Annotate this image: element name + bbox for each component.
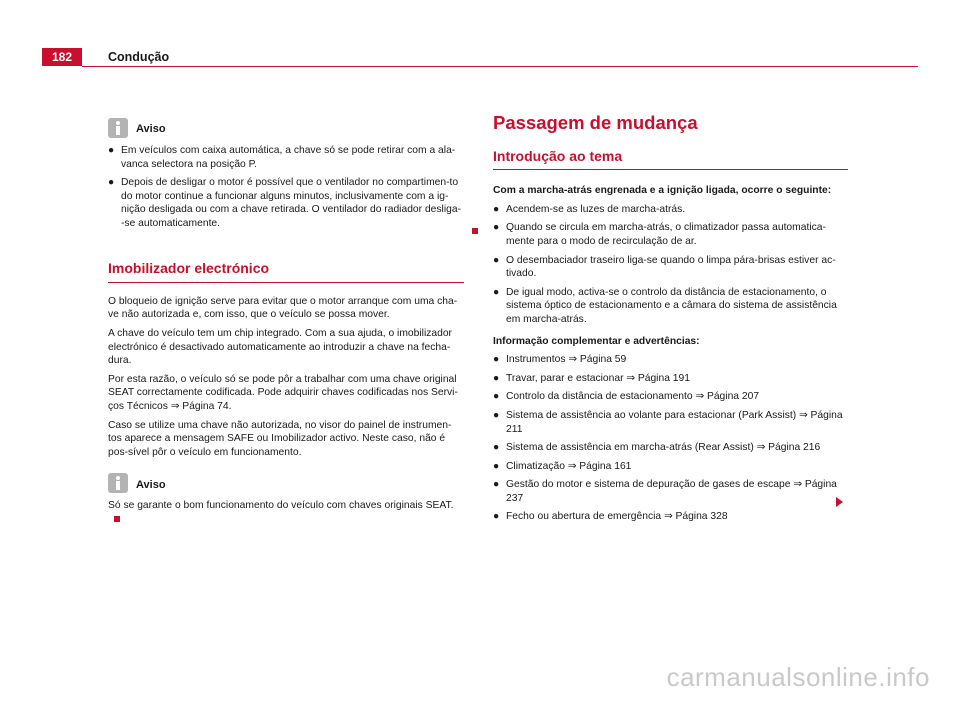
chapter-title: Passagem de mudança [493, 112, 698, 133]
end-of-section-marker [114, 516, 120, 522]
list-item: ● Depois de desligar o motor é possível que o ventilador no compartimen-to do motor continue a funcionar alguns minutos, inclusivamente com a ig-nição desligada ou com a chave retirada. O ventilador do radiador desliga--se automaticamente. [108, 176, 464, 230]
paragraph: Caso se utilize uma chave não autorizada, no visor do painel de instrumen-tos aparece a mensagem SAFE ou Imobilizador activo. Neste caso, não é pos-sível pôr o veículo em funcionamento. [108, 419, 452, 458]
info-heading: Informação complementar e advertências: [493, 335, 700, 347]
intro-text: Com a marcha-atrás engrenada e a ignição ligada, ocorre o seguinte: [493, 185, 832, 197]
bullet-text: Quando se circula em marcha-atrás, o climatizador passa automatica-mente para o modo de recirculação de ar. [506, 222, 826, 247]
section-title: Imobilizador electrónico [108, 260, 270, 277]
bullet-text: O desembaciador traseiro liga-se quando o limpa pára-brisas estiver ac-tivado. [506, 254, 836, 280]
link-text[interactable]: Travar, parar e estacionar ⇒ Página 191 [506, 372, 690, 384]
link-item[interactable]: ● Controlo da distância de estacionamento ⇒ Página 207 [493, 391, 760, 403]
list-item: ● Em veículos com caixa automática, a chave só se pode retirar com a ala-vanca selectora na posição P. [108, 144, 464, 171]
paragraph: O bloqueio de ignição serve para evitar que o motor arranque com uma cha-ve não autorizada e, com isso, que o veículo se possa mover. [108, 295, 458, 321]
link-item[interactable]: ● Instrumentos ⇒ Página 59 [493, 354, 627, 366]
paragraph: Por esta razão, o veículo só se pode pôr a trabalhar com uma chave original SEAT correctamente codificada. Pode adquirir chaves codificadas nos Servi-ços Técnicos ⇒ Página 74. [108, 373, 458, 412]
continue-arrow-icon [836, 497, 843, 507]
link-item[interactable]: ● Fecho ou abertura de emergência ⇒ Página 328 [493, 511, 728, 523]
link-text[interactable]: Gestão do motor e sistema de depuração de gases de escape ⇒ Página 237 [506, 479, 837, 504]
link-text[interactable]: Sistema de assistência em marcha-atrás (Rear Assist) ⇒ Página 216 [506, 442, 821, 454]
list-item: ● Quando se circula em marcha-atrás, o climatizador passa automatica-mente para o modo de recirculação de ar. [493, 221, 848, 248]
note-label: Aviso [136, 123, 166, 136]
section-rule [493, 169, 848, 170]
link-text[interactable]: Instrumentos ⇒ Página 59 [506, 354, 627, 366]
note-text [108, 499, 464, 526]
bullet-text: Acendem-se as luzes de marcha-atrás. [506, 203, 686, 215]
info-icon [108, 473, 128, 493]
note-label: Aviso [136, 478, 166, 491]
link-text[interactable]: Climatização ⇒ Página 161 [506, 460, 632, 472]
link-item[interactable]: ● Climatização ⇒ Página 161 [493, 460, 632, 472]
link-item[interactable]: ● Sistema de assistência ao volante para estacionar (Park Assist) ⇒ Página 211 [493, 409, 848, 436]
list-item: ● O desembaciador traseiro liga-se quando o limpa pára-brisas estiver ac-tivado. [493, 254, 848, 281]
note-header [108, 118, 464, 138]
watermark: carmanualsonline.info [666, 662, 930, 692]
link-text[interactable]: Controlo da distância de estacionamento ⇒ Página 207 [506, 391, 760, 403]
link-item[interactable]: ● Travar, parar e estacionar ⇒ Página 191 [493, 372, 690, 384]
paragraph: A chave do veículo tem um chip integrado. Com a sua ajuda, o imobilizador electrónico é desactivado automaticamente ao introduzir a chave na fecha-dura. [108, 327, 452, 367]
note-bullet-text: Em veículos com caixa automática, a chave só se pode retirar com a ala-vanca selectora na posição P. [121, 145, 456, 170]
note-bullet-text: Depois de desligar o motor é possível que o ventilador no compartimen-to do motor continue a funcionar alguns minutos, inclusivamente com a ig-nição desligada ou com a chave retirada. O ventilador do radiador desliga--se automaticamente. [121, 177, 461, 229]
note-header [108, 473, 464, 493]
right-column [493, 112, 848, 529]
section-title: Introdução ao tema [493, 147, 623, 164]
link-text[interactable]: Sistema de assistência ao volante para estacionar (Park Assist) ⇒ Página 211 [506, 409, 843, 435]
note-text-body: Só se garante o bom funcionamento do veículo com chaves originais SEAT. [108, 500, 454, 512]
info-icon [108, 118, 128, 138]
page-number: 182 [42, 48, 82, 66]
link-text[interactable]: Fecho ou abertura de emergência ⇒ Página 328 [506, 511, 728, 523]
link-item[interactable]: ● Sistema de assistência em marcha-atrás (Rear Assist) ⇒ Página 216 [493, 442, 821, 454]
header-rule [82, 66, 918, 67]
list-item: ● De igual modo, activa-se o controlo da distância de estacionamento, o sistema óptico de estacionamento e a câmara do sistema de assistência em marcha-atrás. [493, 286, 848, 327]
end-of-section-marker [472, 228, 478, 234]
bullet-text: De igual modo, activa-se o controlo da distância de estacionamento, o sistema óptico de estacionamento e a câmara do sistema de assistência em marcha-atrás. [506, 286, 837, 325]
section-rule [108, 282, 464, 283]
list-item: ● Acendem-se as luzes de marcha-atrás. [493, 203, 686, 215]
left-column [108, 118, 464, 531]
link-item[interactable]: ● Gestão do motor e sistema de depuração de gases de escape ⇒ Página 237 [493, 478, 848, 505]
page-header-title: Condução [108, 50, 170, 64]
